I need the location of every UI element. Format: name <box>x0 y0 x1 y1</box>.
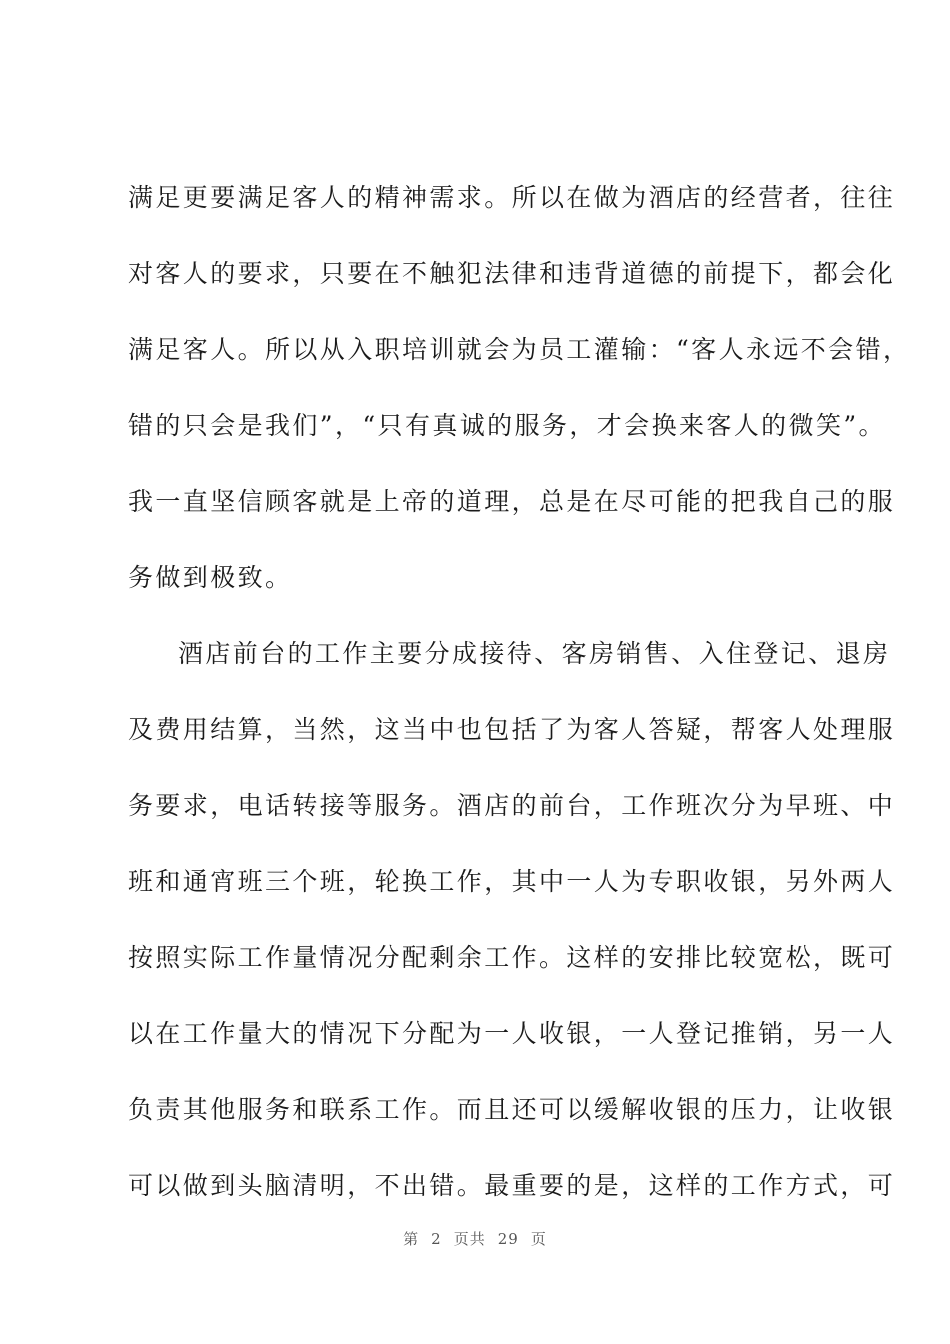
text-line: 以在工作量大的情况下分配为一人收银，一人登记推销，另一人 <box>128 1019 896 1048</box>
text-line: 按照实际工作量情况分配剩余工作。这样的安排比较宽松，既可 <box>128 943 896 972</box>
text-line: 务做到极致。 <box>128 563 293 592</box>
text-line: 务要求，电话转接等服务。酒店的前台，工作班次分为早班、中 <box>128 791 896 820</box>
footer-current-page: 2 <box>431 1230 442 1248</box>
footer-middle: 页共 <box>453 1230 486 1248</box>
footer-total-pages: 29 <box>497 1230 519 1248</box>
footer-prefix: 第 <box>403 1230 420 1248</box>
page-footer <box>0 1228 950 1249</box>
text-line: 负责其他服务和联系工作。而且还可以缓解收银的压力，让收银 <box>128 1095 896 1124</box>
text-line: 对客人的要求，只要在不触犯法律和违背道德的前提下，都会化 <box>128 259 896 288</box>
text-line: 班和通宵班三个班，轮换工作，其中一人为专职收银，另外两人 <box>128 867 896 896</box>
text-line: 错的只会是我们”，“只有真诚的服务，才会换来客人的微笑”。 <box>128 411 886 440</box>
text-line: 我一直坚信顾客就是上帝的道理，总是在尽可能的把我自己的服 <box>128 487 896 516</box>
footer-suffix: 页 <box>530 1230 547 1248</box>
text-line: 及费用结算，当然，这当中也包括了为客人答疑，帮客人处理服 <box>128 715 896 744</box>
text-line: 可以做到头脑清明，不出错。最重要的是，这样的工作方式，可 <box>128 1171 896 1200</box>
text-line: 满足客人。所以从入职培训就会为员工灌输：“客人永远不会错， <box>128 335 911 364</box>
body-text <box>128 160 911 1224</box>
text-line-paragraph-start: 酒店前台的工作主要分成接待、客房销售、入住登记、退房 <box>178 639 891 668</box>
text-line: 满足更要满足客人的精神需求。所以在做为酒店的经营者，往往 <box>128 183 896 212</box>
